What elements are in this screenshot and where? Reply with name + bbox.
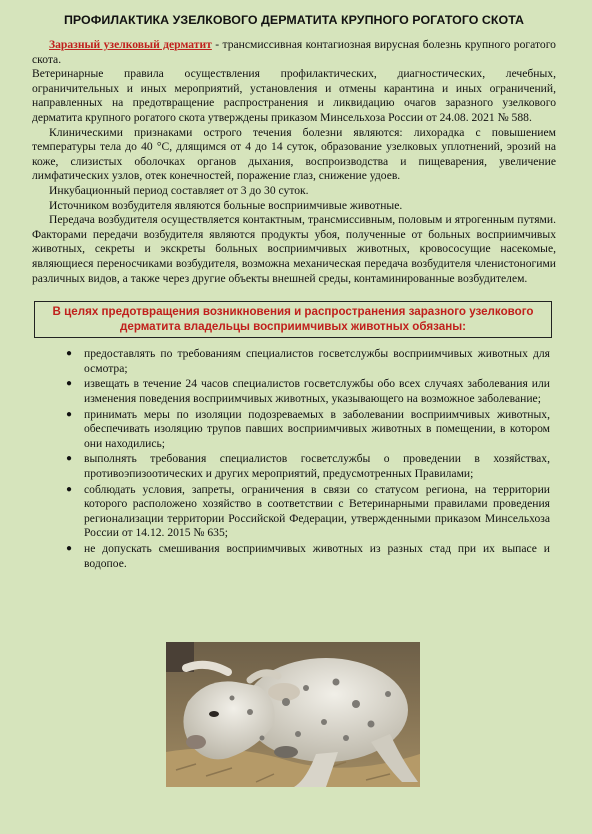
transmission-paragraph: Передача возбудителя осуществляется контактным, трансмиссивным, половым и ятрогенным путями. Факторами передачи возбудителя являются продукты убоя, полученные от больных восприимчивых животных, секреты и экскреты больных восприимчивых животных, кровососущие насекомые, являющиеся переносчиками возбудителя, возможна механическая передача возбудителя членистоногими различных видов, а также через другие объекты внешней среды, контаминированные возбудителем. <box>32 213 556 285</box>
symptoms-paragraph: Клиническими признаками острого течения болезни являются: лихорадка с повышением температуры тела до 40 °С, длящимся от 4 до 14 суток, образование узелковых уплотнений, эрозий на коже, слизистых оболочках органов дыхания, воспроизводства и пищеварения, увеличение лимфатических узлов, отек конечностей, поражение глаз, снижение удоев. <box>32 125 556 183</box>
source-paragraph: Источником возбудителя являются больные восприимчивые животные. <box>49 198 403 212</box>
cow-illustration <box>166 642 420 787</box>
obligations-list <box>32 347 556 571</box>
bullet-icon: ● <box>66 543 73 554</box>
page-title: ПРОФИЛАКТИКА УЗЕЛКОВОГО ДЕРМАТИТА КРУПНОГО РОГАТОГО СКОТА <box>63 13 525 27</box>
bullet-icon: ● <box>66 408 73 420</box>
list-item: ● не допускать смешивания восприимчивых животных из разных стад при их выпасе и водопое. <box>66 542 550 570</box>
bullet-icon: ● <box>66 378 73 390</box>
list-item: ● принимать меры по изоляции подозреваемых в заболевании восприимчивых животных, обеспечивать изоляцию трупов павших восприимчивых животных в помещении, в котором они находились; <box>66 407 550 450</box>
sick-cow-photo <box>166 642 420 787</box>
list-item: ● соблюдать условия, запреты, ограничения в связи со статусом региона, на территории которого расположено хозяйство в соответствии с Ветеринарными правилами проведения регионализации территории Российской Федерации, утвержденными приказом Минсельхоза России от 14.12. 2015 № 635; <box>66 482 550 540</box>
document-page <box>32 10 556 572</box>
bullet-icon: ● <box>66 453 73 465</box>
incubation-paragraph: Инкубационный период составляет от 3 до 30 суток. <box>49 183 309 197</box>
disease-term: Заразный узелковый дерматит <box>49 38 212 51</box>
list-item: ● выполнять требования специалистов госветслужбы о проведении в хозяйствах, противоэпизоотических и других мероприятий, предусмотренных Правилами; <box>66 452 550 481</box>
regulation-paragraph: Ветеринарные правила осуществления профилактических, диагностических, лечебных, ограничительных и иных мероприятий, установления и отмены карантина и иных ограничений, направленных на предотвращение распространения и ликвидацию очагов заразного узелкового дерматита крупного рогатого скота утверждены приказом Минсельхоза России от 24.08. 2021 № 588. <box>32 67 556 124</box>
intro-paragraph <box>32 38 556 67</box>
owners-obligations-notice: В целях предотвращения возникновения и распространения заразного узелкового дерматита владельцы восприимчивых животных обязаны: <box>34 301 552 338</box>
list-item: ● предоставлять по требованиям специалистов госветслужбы восприимчивых животных для осмотра; <box>66 347 550 375</box>
bullet-icon: ● <box>66 348 73 360</box>
bullet-icon: ● <box>66 483 73 495</box>
list-item: ● извещать в течение 24 часов специалистов госветслужбы обо всех случаях заболевания или изменения поведения восприимчивых животных, указывающего на возможное заболевание; <box>66 377 550 406</box>
disease-definition: - трансмиссивная контагиозная вирусная болезнь крупного рогатого скота. <box>32 38 556 66</box>
